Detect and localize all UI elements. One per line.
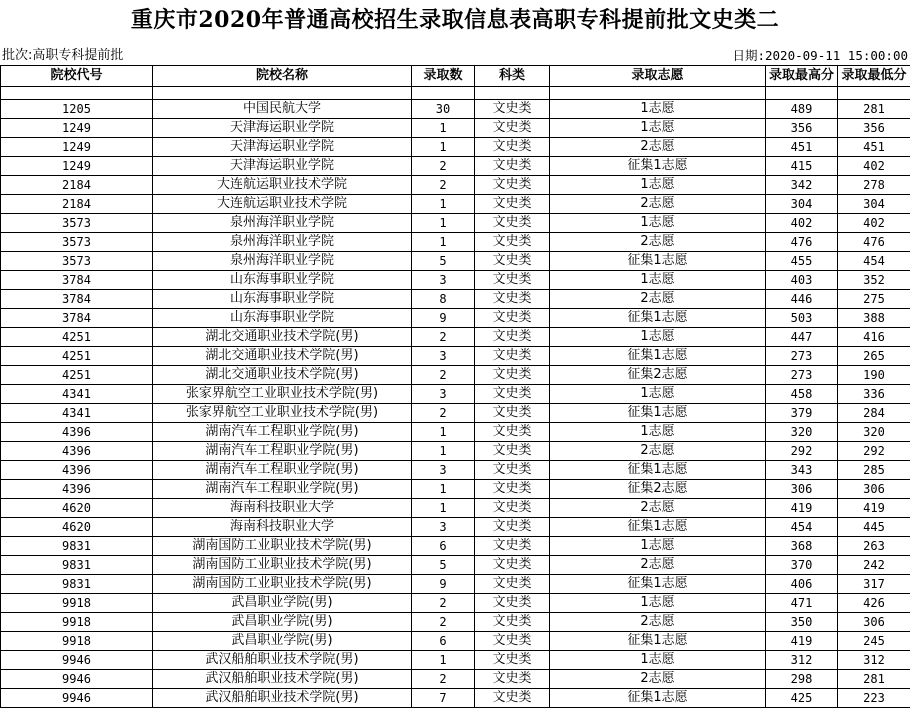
min-score-cell: 402	[838, 157, 910, 176]
school-code-cell: 3784	[1, 309, 153, 328]
date-label: 日期:2020-09-11 15:00:00	[732, 48, 908, 63]
school-name-cell: 中国民航大学	[153, 100, 412, 119]
admitted-count-cell: 30	[412, 100, 475, 119]
column-header-min-score: 录取最低分	[838, 66, 910, 87]
admitted-count-cell: 3	[412, 385, 475, 404]
min-score-cell: 285	[838, 461, 910, 480]
admitted-count-cell: 2	[412, 404, 475, 423]
school-name-cell: 山东海事职业学院	[153, 271, 412, 290]
column-header-admitted-count: 录取数	[412, 66, 475, 87]
school-code-cell: 4251	[1, 366, 153, 385]
table-row	[1, 176, 910, 195]
min-score-cell: 356	[838, 119, 910, 138]
admitted-count-cell: 9	[412, 575, 475, 594]
admitted-count-cell: 1	[412, 423, 475, 442]
admitted-count-cell: 1	[412, 499, 475, 518]
table-row	[1, 499, 910, 518]
category-cell: 文史类	[475, 613, 550, 632]
category-cell: 文史类	[475, 499, 550, 518]
column-header-max-score: 录取最高分	[766, 66, 838, 87]
preference-cell: 2志愿	[550, 670, 766, 689]
table-row	[1, 385, 910, 404]
school-name-cell: 山东海事职业学院	[153, 290, 412, 309]
school-code-cell: 4396	[1, 442, 153, 461]
table-row	[1, 309, 910, 328]
school-name-cell: 泉州海洋职业学院	[153, 233, 412, 252]
school-name-cell: 湖南国防工业职业技术学院(男)	[153, 556, 412, 575]
max-score-cell: 306	[766, 480, 838, 499]
preference-cell: 1志愿	[550, 271, 766, 290]
school-name-cell: 天津海运职业学院	[153, 119, 412, 138]
admitted-count-cell: 3	[412, 461, 475, 480]
school-code-cell: 2184	[1, 195, 153, 214]
school-name-cell: 泉州海洋职业学院	[153, 252, 412, 271]
max-score-cell: 471	[766, 594, 838, 613]
min-score-cell: 320	[838, 423, 910, 442]
category-cell: 文史类	[475, 385, 550, 404]
school-code-cell: 3784	[1, 271, 153, 290]
admitted-count-cell: 1	[412, 442, 475, 461]
table-row	[1, 594, 910, 613]
table-row	[1, 518, 910, 537]
category-cell: 文史类	[475, 594, 550, 613]
min-score-cell: 445	[838, 518, 910, 537]
max-score-cell: 368	[766, 537, 838, 556]
admitted-count-cell: 1	[412, 214, 475, 233]
school-code-cell: 9918	[1, 613, 153, 632]
column-header-school-code: 院校代号	[1, 66, 153, 87]
school-name-cell: 湖南汽车工程职业学院(男)	[153, 480, 412, 499]
admitted-count-cell: 1	[412, 119, 475, 138]
admitted-count-cell: 2	[412, 328, 475, 347]
min-score-cell: 426	[838, 594, 910, 613]
school-name-cell: 武汉船舶职业技术学院(男)	[153, 651, 412, 670]
school-name-cell: 大连航运职业技术学院	[153, 195, 412, 214]
admitted-count-cell: 5	[412, 252, 475, 271]
max-score-cell: 379	[766, 404, 838, 423]
table-row	[1, 461, 910, 480]
school-code-cell: 1249	[1, 138, 153, 157]
max-score-cell: 273	[766, 366, 838, 385]
max-score-cell: 292	[766, 442, 838, 461]
max-score-cell: 415	[766, 157, 838, 176]
table-row	[1, 632, 910, 651]
min-score-cell: 245	[838, 632, 910, 651]
category-cell: 文史类	[475, 328, 550, 347]
category-cell: 文史类	[475, 233, 550, 252]
admitted-count-cell: 7	[412, 689, 475, 708]
min-score-cell: 190	[838, 366, 910, 385]
table-row	[1, 537, 910, 556]
preference-cell: 征集1志愿	[550, 252, 766, 271]
max-score-cell: 403	[766, 271, 838, 290]
preference-cell: 征集1志愿	[550, 347, 766, 366]
max-score-cell: 406	[766, 575, 838, 594]
category-cell: 文史类	[475, 252, 550, 271]
max-score-cell: 350	[766, 613, 838, 632]
table-row	[1, 195, 910, 214]
min-score-cell: 476	[838, 233, 910, 252]
table-row	[1, 233, 910, 252]
max-score-cell: 343	[766, 461, 838, 480]
admitted-count-cell: 6	[412, 537, 475, 556]
category-cell: 文史类	[475, 575, 550, 594]
admitted-count-cell: 2	[412, 594, 475, 613]
min-score-cell: 306	[838, 613, 910, 632]
table-row	[1, 214, 910, 233]
admitted-count-cell: 3	[412, 347, 475, 366]
min-score-cell: 306	[838, 480, 910, 499]
school-name-cell: 武昌职业学院(男)	[153, 594, 412, 613]
min-score-cell: 223	[838, 689, 910, 708]
preference-cell: 征集2志愿	[550, 366, 766, 385]
max-score-cell: 342	[766, 176, 838, 195]
category-cell: 文史类	[475, 100, 550, 119]
min-score-cell: 278	[838, 176, 910, 195]
preference-cell: 2志愿	[550, 233, 766, 252]
max-score-cell: 451	[766, 138, 838, 157]
table-row	[1, 404, 910, 423]
min-score-cell: 275	[838, 290, 910, 309]
max-score-cell: 447	[766, 328, 838, 347]
admitted-count-cell: 1	[412, 651, 475, 670]
preference-cell: 1志愿	[550, 100, 766, 119]
school-name-cell: 武汉船舶职业技术学院(男)	[153, 689, 412, 708]
school-name-cell: 海南科技职业大学	[153, 518, 412, 537]
max-score-cell: 304	[766, 195, 838, 214]
school-code-cell: 9831	[1, 556, 153, 575]
category-cell: 文史类	[475, 518, 550, 537]
school-code-cell: 9946	[1, 670, 153, 689]
min-score-cell: 352	[838, 271, 910, 290]
category-cell: 文史类	[475, 537, 550, 556]
table-row	[1, 442, 910, 461]
school-name-cell: 湖南国防工业职业技术学院(男)	[153, 537, 412, 556]
max-score-cell: 273	[766, 347, 838, 366]
preference-cell: 2志愿	[550, 556, 766, 575]
school-name-cell: 大连航运职业技术学院	[153, 176, 412, 195]
table-row	[1, 271, 910, 290]
school-name-cell: 张家界航空工业职业技术学院(男)	[153, 404, 412, 423]
table-row	[1, 347, 910, 366]
page-title: 重庆市2020年普通高校招生录取信息表高职专科提前批文史类二	[130, 7, 780, 33]
admitted-count-cell: 1	[412, 195, 475, 214]
school-code-cell: 4341	[1, 404, 153, 423]
table-row	[1, 157, 910, 176]
preference-cell: 2志愿	[550, 138, 766, 157]
max-score-cell: 320	[766, 423, 838, 442]
table-row	[1, 328, 910, 347]
column-header-school-name: 院校名称	[153, 66, 412, 87]
category-cell: 文史类	[475, 480, 550, 499]
school-name-cell: 湖南国防工业职业技术学院(男)	[153, 575, 412, 594]
min-score-cell: 281	[838, 670, 910, 689]
min-score-cell: 292	[838, 442, 910, 461]
school-name-cell: 海南科技职业大学	[153, 499, 412, 518]
max-score-cell: 419	[766, 499, 838, 518]
max-score-cell: 419	[766, 632, 838, 651]
school-name-cell: 山东海事职业学院	[153, 309, 412, 328]
min-score-cell: 281	[838, 100, 910, 119]
admitted-count-cell: 1	[412, 138, 475, 157]
table-row	[1, 670, 910, 689]
school-code-cell: 1249	[1, 157, 153, 176]
category-cell: 文史类	[475, 309, 550, 328]
school-name-cell: 天津海运职业学院	[153, 157, 412, 176]
category-cell: 文史类	[475, 670, 550, 689]
admitted-count-cell: 5	[412, 556, 475, 575]
min-score-cell: 336	[838, 385, 910, 404]
category-cell: 文史类	[475, 442, 550, 461]
table-row	[1, 366, 910, 385]
max-score-cell: 489	[766, 100, 838, 119]
preference-cell: 征集2志愿	[550, 480, 766, 499]
table-header-row	[1, 66, 910, 87]
category-cell: 文史类	[475, 195, 550, 214]
category-cell: 文史类	[475, 290, 550, 309]
table-row	[1, 575, 910, 594]
school-code-cell: 4620	[1, 499, 153, 518]
admitted-count-cell: 6	[412, 632, 475, 651]
category-cell: 文史类	[475, 651, 550, 670]
school-code-cell: 1249	[1, 119, 153, 138]
preference-cell: 2志愿	[550, 613, 766, 632]
school-code-cell: 9946	[1, 689, 153, 708]
preference-cell: 1志愿	[550, 328, 766, 347]
school-code-cell: 4396	[1, 423, 153, 442]
school-name-cell: 天津海运职业学院	[153, 138, 412, 157]
table-row	[1, 100, 910, 119]
preference-cell: 2志愿	[550, 290, 766, 309]
preference-cell: 1志愿	[550, 423, 766, 442]
category-cell: 文史类	[475, 423, 550, 442]
school-name-cell: 武昌职业学院(男)	[153, 613, 412, 632]
school-code-cell: 3573	[1, 252, 153, 271]
category-cell: 文史类	[475, 119, 550, 138]
max-score-cell: 402	[766, 214, 838, 233]
table-row	[1, 252, 910, 271]
column-header-category: 科类	[475, 66, 550, 87]
table-row	[1, 423, 910, 442]
max-score-cell: 356	[766, 119, 838, 138]
preference-cell: 1志愿	[550, 119, 766, 138]
school-code-cell: 4620	[1, 518, 153, 537]
preference-cell: 2志愿	[550, 442, 766, 461]
admission-table	[0, 65, 910, 708]
category-cell: 文史类	[475, 689, 550, 708]
min-score-cell: 416	[838, 328, 910, 347]
max-score-cell: 458	[766, 385, 838, 404]
admitted-count-cell: 3	[412, 271, 475, 290]
category-cell: 文史类	[475, 271, 550, 290]
category-cell: 文史类	[475, 347, 550, 366]
admitted-count-cell: 2	[412, 613, 475, 632]
preference-cell: 征集1志愿	[550, 309, 766, 328]
preference-cell: 征集1志愿	[550, 404, 766, 423]
min-score-cell: 388	[838, 309, 910, 328]
school-code-cell: 9831	[1, 537, 153, 556]
table-row	[1, 290, 910, 309]
admitted-count-cell: 2	[412, 366, 475, 385]
min-score-cell: 454	[838, 252, 910, 271]
table-row	[1, 138, 910, 157]
school-code-cell: 9918	[1, 594, 153, 613]
max-score-cell: 298	[766, 670, 838, 689]
preference-cell: 征集1志愿	[550, 518, 766, 537]
admitted-count-cell: 3	[412, 518, 475, 537]
max-score-cell: 370	[766, 556, 838, 575]
preference-cell: 1志愿	[550, 651, 766, 670]
category-cell: 文史类	[475, 214, 550, 233]
max-score-cell: 454	[766, 518, 838, 537]
max-score-cell: 503	[766, 309, 838, 328]
preference-cell: 1志愿	[550, 537, 766, 556]
min-score-cell: 263	[838, 537, 910, 556]
max-score-cell: 312	[766, 651, 838, 670]
table-row	[1, 119, 910, 138]
school-name-cell: 湖北交通职业技术学院(男)	[153, 366, 412, 385]
min-score-cell: 265	[838, 347, 910, 366]
min-score-cell: 304	[838, 195, 910, 214]
category-cell: 文史类	[475, 556, 550, 575]
admitted-count-cell: 8	[412, 290, 475, 309]
table-row	[1, 613, 910, 632]
min-score-cell: 312	[838, 651, 910, 670]
school-code-cell: 9831	[1, 575, 153, 594]
admitted-count-cell: 2	[412, 670, 475, 689]
school-name-cell: 张家界航空工业职业技术学院(男)	[153, 385, 412, 404]
max-score-cell: 446	[766, 290, 838, 309]
category-cell: 文史类	[475, 157, 550, 176]
school-code-cell: 2184	[1, 176, 153, 195]
school-name-cell: 湖南汽车工程职业学院(男)	[153, 423, 412, 442]
category-cell: 文史类	[475, 461, 550, 480]
min-score-cell: 419	[838, 499, 910, 518]
category-cell: 文史类	[475, 404, 550, 423]
preference-cell: 1志愿	[550, 214, 766, 233]
category-cell: 文史类	[475, 176, 550, 195]
max-score-cell: 425	[766, 689, 838, 708]
max-score-cell: 455	[766, 252, 838, 271]
batch-label: 批次:高职专科提前批	[2, 48, 124, 63]
school-name-cell: 湖北交通职业技术学院(男)	[153, 347, 412, 366]
max-score-cell: 476	[766, 233, 838, 252]
min-score-cell: 242	[838, 556, 910, 575]
table-spacer-row	[1, 87, 910, 100]
preference-cell: 2志愿	[550, 499, 766, 518]
admitted-count-cell: 1	[412, 480, 475, 499]
preference-cell: 征集1志愿	[550, 461, 766, 480]
admitted-count-cell: 1	[412, 233, 475, 252]
school-code-cell: 4251	[1, 347, 153, 366]
admitted-count-cell: 2	[412, 176, 475, 195]
category-cell: 文史类	[475, 632, 550, 651]
preference-cell: 2志愿	[550, 195, 766, 214]
school-name-cell: 武汉船舶职业技术学院(男)	[153, 670, 412, 689]
column-header-preference: 录取志愿	[550, 66, 766, 87]
school-code-cell: 4396	[1, 461, 153, 480]
min-score-cell: 284	[838, 404, 910, 423]
school-code-cell: 3784	[1, 290, 153, 309]
school-code-cell: 4396	[1, 480, 153, 499]
school-code-cell: 9918	[1, 632, 153, 651]
school-name-cell: 湖南汽车工程职业学院(男)	[153, 442, 412, 461]
school-name-cell: 武昌职业学院(男)	[153, 632, 412, 651]
preference-cell: 征集1志愿	[550, 157, 766, 176]
preference-cell: 征集1志愿	[550, 689, 766, 708]
min-score-cell: 317	[838, 575, 910, 594]
table-row	[1, 689, 910, 708]
preference-cell: 1志愿	[550, 385, 766, 404]
school-code-cell: 9946	[1, 651, 153, 670]
table-row	[1, 651, 910, 670]
admitted-count-cell: 9	[412, 309, 475, 328]
school-code-cell: 4251	[1, 328, 153, 347]
school-code-cell: 3573	[1, 214, 153, 233]
admitted-count-cell: 2	[412, 157, 475, 176]
category-cell: 文史类	[475, 366, 550, 385]
min-score-cell: 451	[838, 138, 910, 157]
preference-cell: 征集1志愿	[550, 632, 766, 651]
min-score-cell: 402	[838, 214, 910, 233]
school-code-cell: 3573	[1, 233, 153, 252]
preference-cell: 1志愿	[550, 176, 766, 195]
preference-cell: 征集1志愿	[550, 575, 766, 594]
school-name-cell: 湖南汽车工程职业学院(男)	[153, 461, 412, 480]
school-code-cell: 4341	[1, 385, 153, 404]
school-name-cell: 湖北交通职业技术学院(男)	[153, 328, 412, 347]
preference-cell: 1志愿	[550, 594, 766, 613]
school-name-cell: 泉州海洋职业学院	[153, 214, 412, 233]
table-body	[1, 87, 910, 708]
table-row	[1, 556, 910, 575]
school-code-cell: 1205	[1, 100, 153, 119]
category-cell: 文史类	[475, 138, 550, 157]
table-row	[1, 480, 910, 499]
